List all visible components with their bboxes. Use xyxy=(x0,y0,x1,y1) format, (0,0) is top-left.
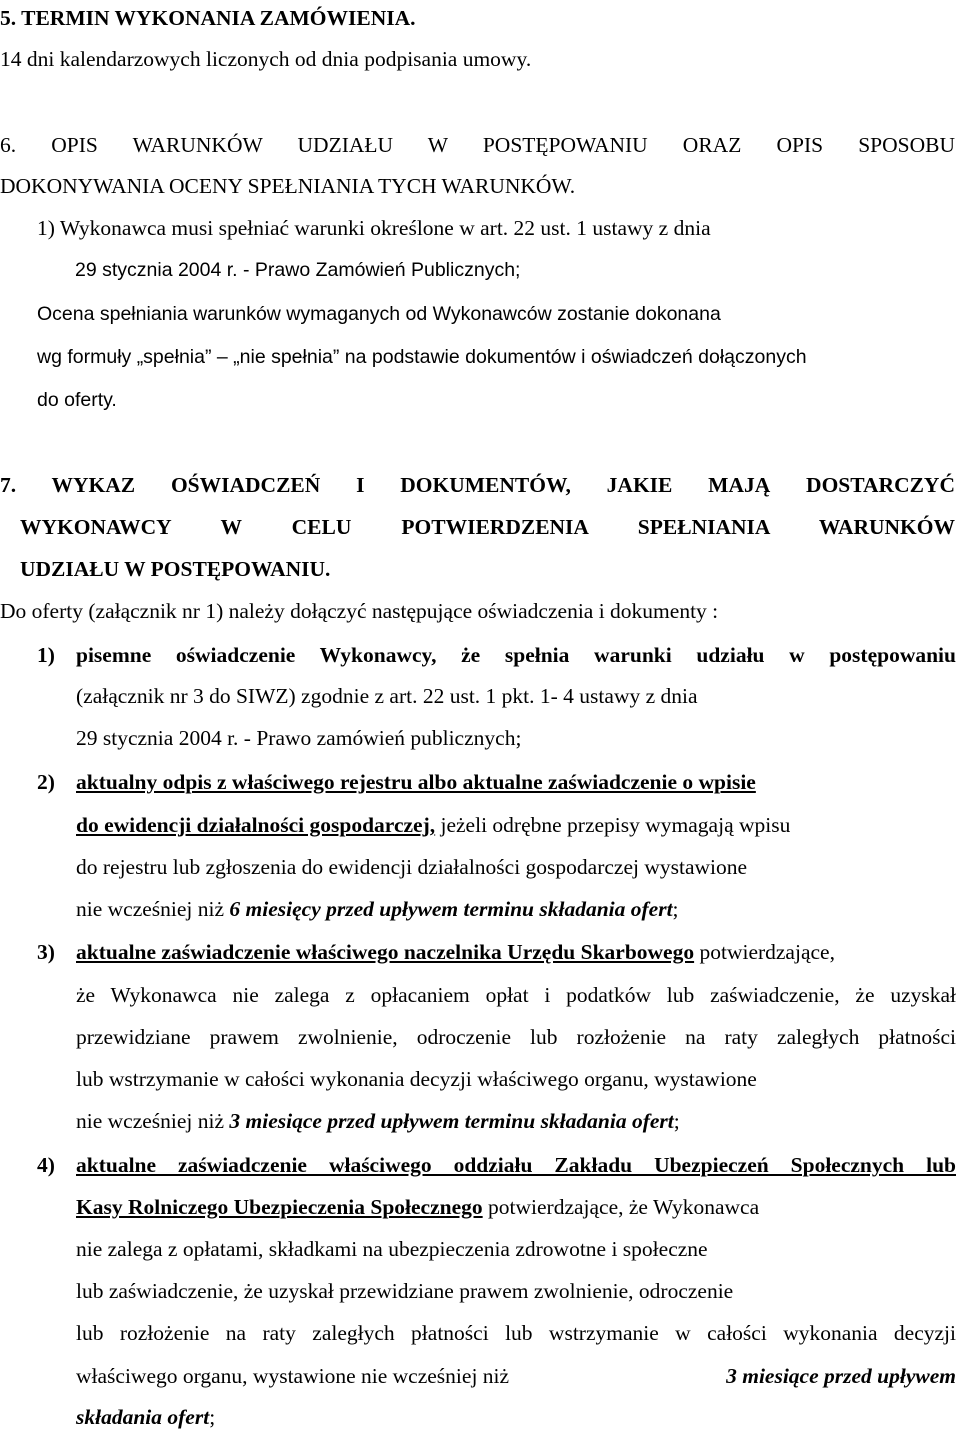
section-7-heading-line-3: UDZIAŁU W POSTĘPOWANIU. xyxy=(20,557,331,581)
list-item-2-line-4-pre: nie wcześniej niż xyxy=(76,897,230,921)
list-item-4-line-6 xyxy=(76,1366,956,1388)
list-item-4-number: 4) xyxy=(37,1153,55,1177)
list-item-4-line-7-post: ; xyxy=(209,1405,216,1429)
section-5-heading: 5. TERMIN WYKONANIA ZAMÓWIENIA. xyxy=(0,6,416,30)
list-item-4-line-7 xyxy=(76,1407,215,1429)
list-item-1-number: 1) xyxy=(37,643,55,667)
section-6-item-1-line-1: 1) Wykonawca musi spełniać warunki określone w art. 22 ust. 1 ustawy z dnia xyxy=(37,216,711,240)
list-item-4-line-2-rest: potwierdzające, że Wykonawca xyxy=(482,1195,760,1219)
section-6-ocena-line-3: do oferty. xyxy=(37,389,117,411)
list-item-4-line-5: lub rozłożenie na raty zaległych płatności lub wstrzymanie w całości wykonania decyzji xyxy=(76,1321,956,1345)
list-item-4-line-2-bold: Kasy Rolniczego Ubezpieczenia Społecznego xyxy=(76,1195,483,1219)
list-item-4-deadline: 3 miesiące przed upływem xyxy=(726,1364,956,1388)
list-item-2-line-4 xyxy=(76,899,679,921)
list-item-4-line-3: nie zalega z opłatami, składkami na ubezpieczenia zdrowotne i społeczne xyxy=(76,1237,708,1261)
list-item-3-line-5-pre: nie wcześniej niż xyxy=(76,1109,230,1133)
list-item-2-deadline: 6 miesięcy przed upływem terminu składania ofert xyxy=(229,897,673,921)
list-item-2-line-4-post: ; xyxy=(672,897,679,921)
list-item-3-line-4: lub wstrzymanie w całości wykonania decyzji właściwego organu, wystawione xyxy=(76,1067,757,1091)
list-item-3-line-1-bold: aktualne zaświadczenie właściwego naczelnika Urzędu Skarbowego xyxy=(76,940,695,964)
list-item-3-line-5 xyxy=(76,1111,680,1133)
section-6-ocena-line-2: wg formuły „spełnia” – „nie spełnia” na podstawie dokumentów i oświadczeń dołączonych xyxy=(37,346,807,368)
list-item-3-line-5-post: ; xyxy=(673,1109,680,1133)
list-item-2-line-3: do rejestru lub zgłoszenia do ewidencji działalności gospodarczej wystawione xyxy=(76,855,748,879)
section-7-intro: Do oferty (załącznik nr 1) należy dołączyć następujące oświadczenia i dokumenty : xyxy=(0,599,719,623)
list-item-3-line-1-rest: potwierdzające, xyxy=(694,940,835,964)
list-item-3-number: 3) xyxy=(37,940,55,964)
list-item-3-line-2: że Wykonawca nie zalega z opłacaniem opłat i podatków lub zaświadczenie, że uzyskał xyxy=(76,983,956,1007)
section-5-text: 14 dni kalendarzowych liczonych od dnia podpisania umowy. xyxy=(0,47,532,71)
list-item-3-line-1 xyxy=(76,942,835,964)
list-item-4-line-6-pre: właściwego organu, wystawione nie wcześniej niż xyxy=(76,1364,510,1388)
list-item-4-line-2 xyxy=(76,1197,759,1219)
list-item-4-line-4: lub zaświadczenie, że uzyskał przewidziane prawem zwolnienie, odroczenie xyxy=(76,1279,734,1303)
list-item-4-line-1: aktualne zaświadczenie właściwego oddziału Zakładu Ubezpieczeń Społecznych lub xyxy=(76,1153,956,1177)
list-item-1-line-1: pisemne oświadczenie Wykonawcy, że spełnia warunki udziału w postępowaniu xyxy=(76,643,956,667)
list-item-2-line-2-bold: do ewidencji działalności gospodarczej, xyxy=(76,813,436,837)
section-6-item-1-line-2: 29 stycznia 2004 r. - Prawo Zamówień Publicznych; xyxy=(75,259,521,281)
list-item-3-line-3: przewidziane prawem zwolnienie, odroczenie lub rozłożenie na raty zaległych płatności xyxy=(76,1025,956,1049)
section-6-heading-line-2: DOKONYWANIA OCENY SPEŁNIANIA TYCH WARUNKÓW. xyxy=(0,174,576,198)
list-item-2-line-2 xyxy=(76,815,790,837)
list-item-2-number: 2) xyxy=(37,770,55,794)
section-7-heading-line-2: WYKONAWCY W CELU POTWIERDZENIA SPEŁNIANIA WARUNKÓW xyxy=(20,515,955,539)
section-6-heading-line-1: 6. OPIS WARUNKÓW UDZIAŁU W POSTĘPOWANIU ORAZ OPIS SPOSOBU xyxy=(0,133,955,157)
section-6-ocena-line-1: Ocena spełniania warunków wymaganych od Wykonawców zostanie dokonana xyxy=(37,303,721,325)
list-item-1-line-2: (załącznik nr 3 do SIWZ) zgodnie z art. 22 ust. 1 pkt. 1- 4 ustawy z dnia xyxy=(76,684,698,708)
list-item-3-deadline: 3 miesiące przed upływem terminu składania ofert xyxy=(229,1109,674,1133)
section-7-heading-line-1: 7. WYKAZ OŚWIADCZEŃ I DOKUMENTÓW, JAKIE MAJĄ DOSTARCZYĆ xyxy=(0,473,955,497)
list-item-2-line-1: aktualny odpis z właściwego rejestru albo aktualne zaświadczenie o wpisie xyxy=(76,770,756,794)
list-item-2-line-2-rest: jeżeli odrębne przepisy wymagają wpisu xyxy=(435,813,791,837)
list-item-1-line-3: 29 stycznia 2004 r. - Prawo zamówień publicznych; xyxy=(76,726,522,750)
list-item-4-deadline-end: składania ofert xyxy=(76,1405,210,1429)
